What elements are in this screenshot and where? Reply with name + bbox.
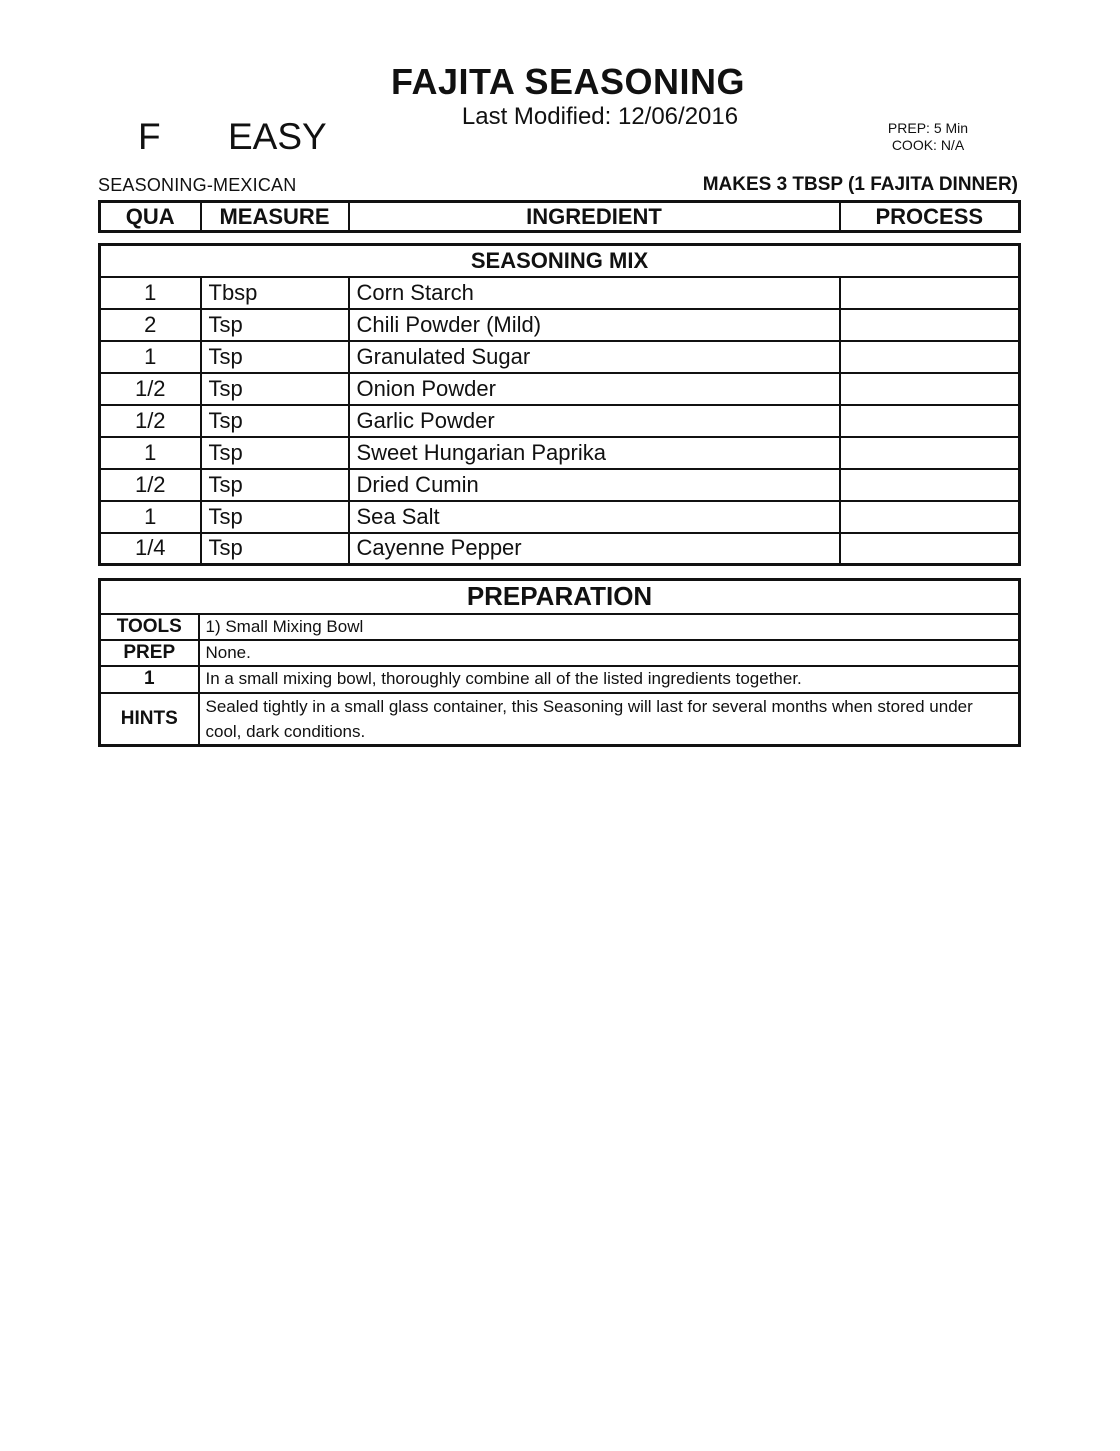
- cell-process: [840, 373, 1020, 405]
- document-header: [98, 62, 1018, 172]
- step-row: [100, 666, 1020, 693]
- cell-ingredient: Garlic Powder: [349, 405, 840, 437]
- cell-process: [840, 277, 1020, 309]
- yield-label: MAKES 3 TBSP (1 FAJITA DINNER): [702, 174, 1018, 195]
- table-row: [100, 341, 1020, 373]
- table-row: [100, 373, 1020, 405]
- hints-text: Sealed tightly in a small glass container, this Seasoning will last for several months when stored under cool, dark conditions.: [199, 693, 1020, 746]
- column-header-process: PROCESS: [840, 202, 1020, 232]
- cell-qua: 1/2: [100, 373, 201, 405]
- category-row: [98, 174, 1018, 196]
- prep-time: PREP: 5 Min: [887, 120, 969, 136]
- cell-measure: Tsp: [201, 373, 349, 405]
- cell-ingredient: Dried Cumin: [349, 469, 840, 501]
- table-row: [100, 533, 1020, 565]
- cell-process: [840, 309, 1020, 341]
- column-header-qua: QUA: [100, 202, 201, 232]
- step-text: In a small mixing bowl, thoroughly combine all of the listed ingredients together.: [199, 666, 1020, 693]
- cell-qua: 1: [100, 277, 201, 309]
- hints-row: [100, 693, 1020, 746]
- table-row: [100, 277, 1020, 309]
- column-header-measure: MEASURE: [201, 202, 349, 232]
- category-label: SEASONING-MEXICAN: [98, 175, 297, 195]
- cell-ingredient: Sweet Hungarian Paprika: [349, 437, 840, 469]
- recipe-code: F: [138, 116, 161, 157]
- cell-measure: Tsp: [201, 341, 349, 373]
- preparation-table: [98, 578, 1021, 747]
- cell-ingredient: Onion Powder: [349, 373, 840, 405]
- cell-qua: 1: [100, 501, 201, 533]
- cell-process: [840, 501, 1020, 533]
- tools-text: 1) Small Mixing Bowl: [199, 614, 1020, 640]
- cell-ingredient: Granulated Sugar: [349, 341, 840, 373]
- row-label-hints: HINTS: [100, 693, 199, 746]
- cook-time: COOK: N/A: [891, 137, 965, 153]
- table-row: [100, 309, 1020, 341]
- cell-process: [840, 533, 1020, 565]
- preparation-title: PREPARATION: [100, 580, 1020, 614]
- row-label-step-1: 1: [100, 666, 199, 693]
- cell-qua: 1/2: [100, 469, 201, 501]
- table-row: [100, 469, 1020, 501]
- column-header-ingredient: INGREDIENT: [349, 202, 840, 232]
- column-header-table: [98, 200, 1021, 233]
- section-banner-row: [100, 580, 1020, 614]
- cell-measure: Tbsp: [201, 277, 349, 309]
- section-banner-row: [100, 245, 1020, 277]
- cell-qua: 2: [100, 309, 201, 341]
- section-title: SEASONING MIX: [100, 245, 1020, 277]
- cell-measure: Tsp: [201, 437, 349, 469]
- cell-qua: 1/4: [100, 533, 201, 565]
- header-row: [100, 202, 1020, 232]
- cell-measure: Tsp: [201, 533, 349, 565]
- table-row: [100, 437, 1020, 469]
- table-row: [100, 501, 1020, 533]
- cell-process: [840, 405, 1020, 437]
- cell-ingredient: Cayenne Pepper: [349, 533, 840, 565]
- cell-qua: 1: [100, 437, 201, 469]
- difficulty-label: EASY: [228, 116, 327, 157]
- prep-row: [100, 640, 1020, 666]
- cell-measure: Tsp: [201, 405, 349, 437]
- last-modified: Last Modified: 12/06/2016: [461, 103, 739, 130]
- cell-process: [840, 341, 1020, 373]
- cell-qua: 1: [100, 341, 201, 373]
- cell-process: [840, 437, 1020, 469]
- prep-text: None.: [199, 640, 1020, 666]
- cell-measure: Tsp: [201, 501, 349, 533]
- cell-measure: Tsp: [201, 469, 349, 501]
- cell-measure: Tsp: [201, 309, 349, 341]
- cell-ingredient: Corn Starch: [349, 277, 840, 309]
- table-row: [100, 405, 1020, 437]
- page-title: FAJITA SEASONING: [390, 61, 746, 102]
- row-label-prep: PREP: [100, 640, 199, 666]
- cell-ingredient: Sea Salt: [349, 501, 840, 533]
- ingredients-table: [98, 243, 1021, 566]
- tools-row: [100, 614, 1020, 640]
- cell-ingredient: Chili Powder (Mild): [349, 309, 840, 341]
- cell-qua: 1/2: [100, 405, 201, 437]
- cell-process: [840, 469, 1020, 501]
- time-info: [838, 120, 1018, 154]
- row-label-tools: TOOLS: [100, 614, 199, 640]
